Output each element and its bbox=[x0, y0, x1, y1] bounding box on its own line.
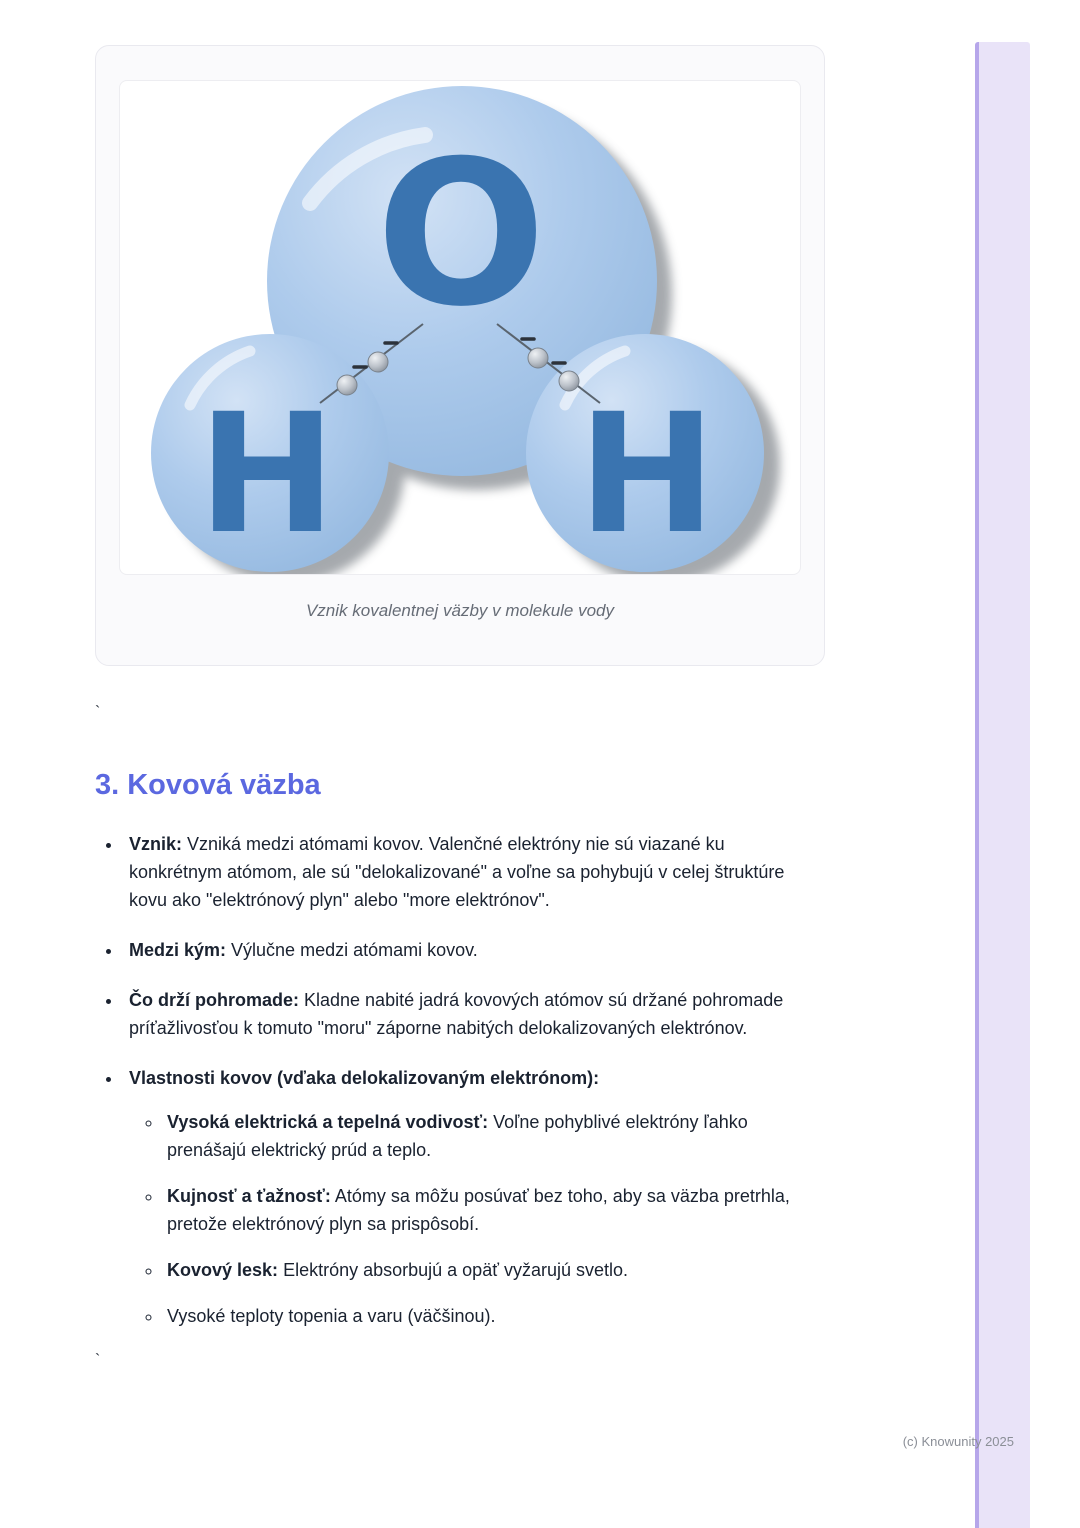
hydrogen-right-label: H bbox=[577, 378, 717, 570]
copyright: (c) Knowunity 2025 bbox=[902, 1434, 1014, 1449]
list-item bbox=[123, 986, 815, 1042]
oxygen-label: O bbox=[375, 118, 547, 351]
list-item bbox=[123, 936, 815, 964]
sub-list-item bbox=[163, 1108, 815, 1164]
sub-list-item bbox=[163, 1302, 815, 1330]
bullet-bold-label: Vznik: bbox=[129, 834, 183, 854]
section-heading: 3. Kovová väzba bbox=[95, 769, 321, 801]
bullet-text: Vysoké teploty topenia a varu (väčšinou). bbox=[167, 1306, 496, 1326]
bullet-bold-label: Medzi kým: bbox=[129, 940, 227, 960]
bullet-text: Kladne nabité jadrá kovových atómov sú držané pohromade príťažlivosťou k tomuto "moru" záporne nabitých delokalizovaných elektrónov. bbox=[129, 990, 784, 1038]
bullet-text: Elektróny absorbujú a opäť vyžarujú svetlo. bbox=[278, 1260, 628, 1280]
sub-list-item bbox=[163, 1256, 815, 1284]
figure-card bbox=[95, 45, 825, 666]
molecule-illustration bbox=[119, 80, 801, 575]
scrollbar-track[interactable] bbox=[975, 42, 1030, 1528]
figure-caption: Vznik kovalentnej väzby v molekule vody bbox=[305, 601, 615, 620]
bullet-bold-label: Vysoká elektrická a tepelná vodivosť: bbox=[167, 1112, 489, 1132]
stray-backtick-bottom: ` bbox=[95, 1352, 101, 1369]
bullet-text: Výlučne medzi atómami kovov. bbox=[226, 940, 478, 960]
bullet-list bbox=[95, 830, 815, 1330]
bullet-text: Atómy sa môžu posúvať bez toho, aby sa väzba pretrhla, pretože elektrónový plyn sa prispôsobí. bbox=[167, 1186, 790, 1234]
sub-list-item bbox=[163, 1182, 815, 1238]
list-item bbox=[123, 830, 815, 914]
bullet-bold-label: Kovový lesk: bbox=[167, 1260, 279, 1280]
bullet-bold-label: Čo drží pohromade: bbox=[129, 990, 299, 1010]
bullet-bold-label: Kujnosť a ťažnosť: bbox=[167, 1186, 331, 1206]
bullet-bold-label: Vlastnosti kovov (vďaka delokalizovaným elektrónom): bbox=[129, 1068, 600, 1088]
bullet-text: Voľne pohyblivé elektróny ľahko prenášajú elektrický prúd a teplo. bbox=[167, 1112, 748, 1160]
water-molecule-svg bbox=[120, 81, 800, 574]
sub-bullet-list bbox=[129, 1108, 815, 1330]
hydrogen-left-label: H bbox=[197, 378, 337, 570]
stray-backtick-top: ` bbox=[95, 704, 101, 721]
list-item bbox=[123, 1064, 815, 1330]
bullet-text: Vzniká medzi atómami kovov. Valenčné elektróny nie sú viazané ku konkrétnym atómom, ale sú "delokalizované" a voľne sa pohybujú v celej štruktúre kovu ako "elektrónový plyn" alebo "more elektrónov". bbox=[129, 834, 785, 910]
